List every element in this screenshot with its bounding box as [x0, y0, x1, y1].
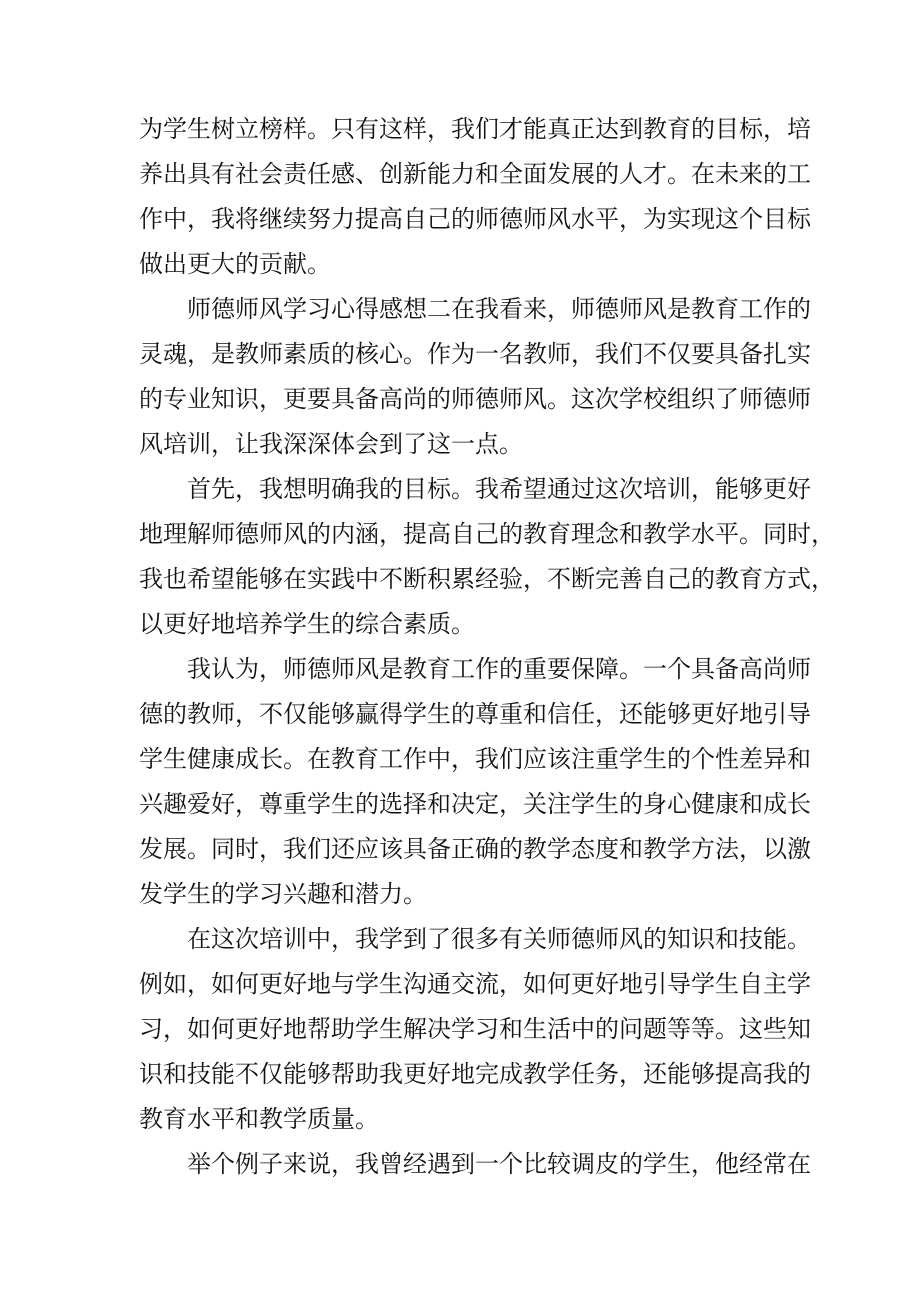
text-line: 教育水平和教学质量。	[139, 1105, 379, 1133]
paragraph-first-line: 师德师风学习心得感想二在我看来，师德师风是教育工作的	[187, 295, 811, 323]
paragraph-first-line: 举个例子来说，我曾经遇到一个比较调皮的学生，他经常在	[187, 1150, 811, 1178]
text-line: 我也希望能够在实践中不断积累经验，不断完善自己的教育方式，	[139, 565, 835, 593]
text-line: 风培训，让我深深体会到了这一点。	[139, 430, 523, 458]
text-line: 作中，我将继续努力提高自己的师德师风水平，为实现这个目标	[139, 205, 811, 233]
paragraph-first-line: 首先，我想明确我的目标。我希望通过这次培训，能够更好	[187, 475, 811, 503]
text-line: 习，如何更好地帮助学生解决学习和生活中的问题等等。这些知	[139, 1015, 811, 1043]
text-line: 为学生树立榜样。只有这样，我们才能真正达到教育的目标，培	[139, 115, 811, 143]
text-line: 做出更大的贡献。	[139, 250, 331, 278]
text-line: 以更好地培养学生的综合素质。	[139, 610, 475, 638]
text-line: 养出具有社会责任感、创新能力和全面发展的人才。在未来的工	[139, 160, 811, 188]
paragraph-first-line: 在这次培训中，我学到了很多有关师德师风的知识和技能。	[187, 925, 811, 953]
text-line: 识和技能不仅能够帮助我更好地完成教学任务，还能够提高我的	[139, 1060, 811, 1088]
text-line: 发展。同时，我们还应该具备正确的教学态度和教学方法，以激	[139, 835, 811, 863]
text-line: 例如，如何更好地与学生沟通交流，如何更好地引导学生自主学	[139, 970, 811, 998]
paragraph-first-line: 我认为，师德师风是教育工作的重要保障。一个具备高尚师	[187, 655, 811, 683]
text-line: 学生健康成长。在教育工作中，我们应该注重学生的个性差异和	[139, 745, 811, 773]
text-line: 发学生的学习兴趣和潜力。	[139, 880, 427, 908]
text-line: 的专业知识，更要具备高尚的师德师风。这次学校组织了师德师	[139, 385, 811, 413]
text-line: 地理解师德师风的内涵，提高自己的教育理念和教学水平。同时，	[139, 520, 835, 548]
text-line: 兴趣爱好，尊重学生的选择和决定，关注学生的身心健康和成长	[139, 790, 811, 818]
text-line: 德的教师，不仅能够赢得学生的尊重和信任，还能够更好地引导	[139, 700, 811, 728]
text-line: 灵魂，是教师素质的核心。作为一名教师，我们不仅要具备扎实	[139, 340, 811, 368]
